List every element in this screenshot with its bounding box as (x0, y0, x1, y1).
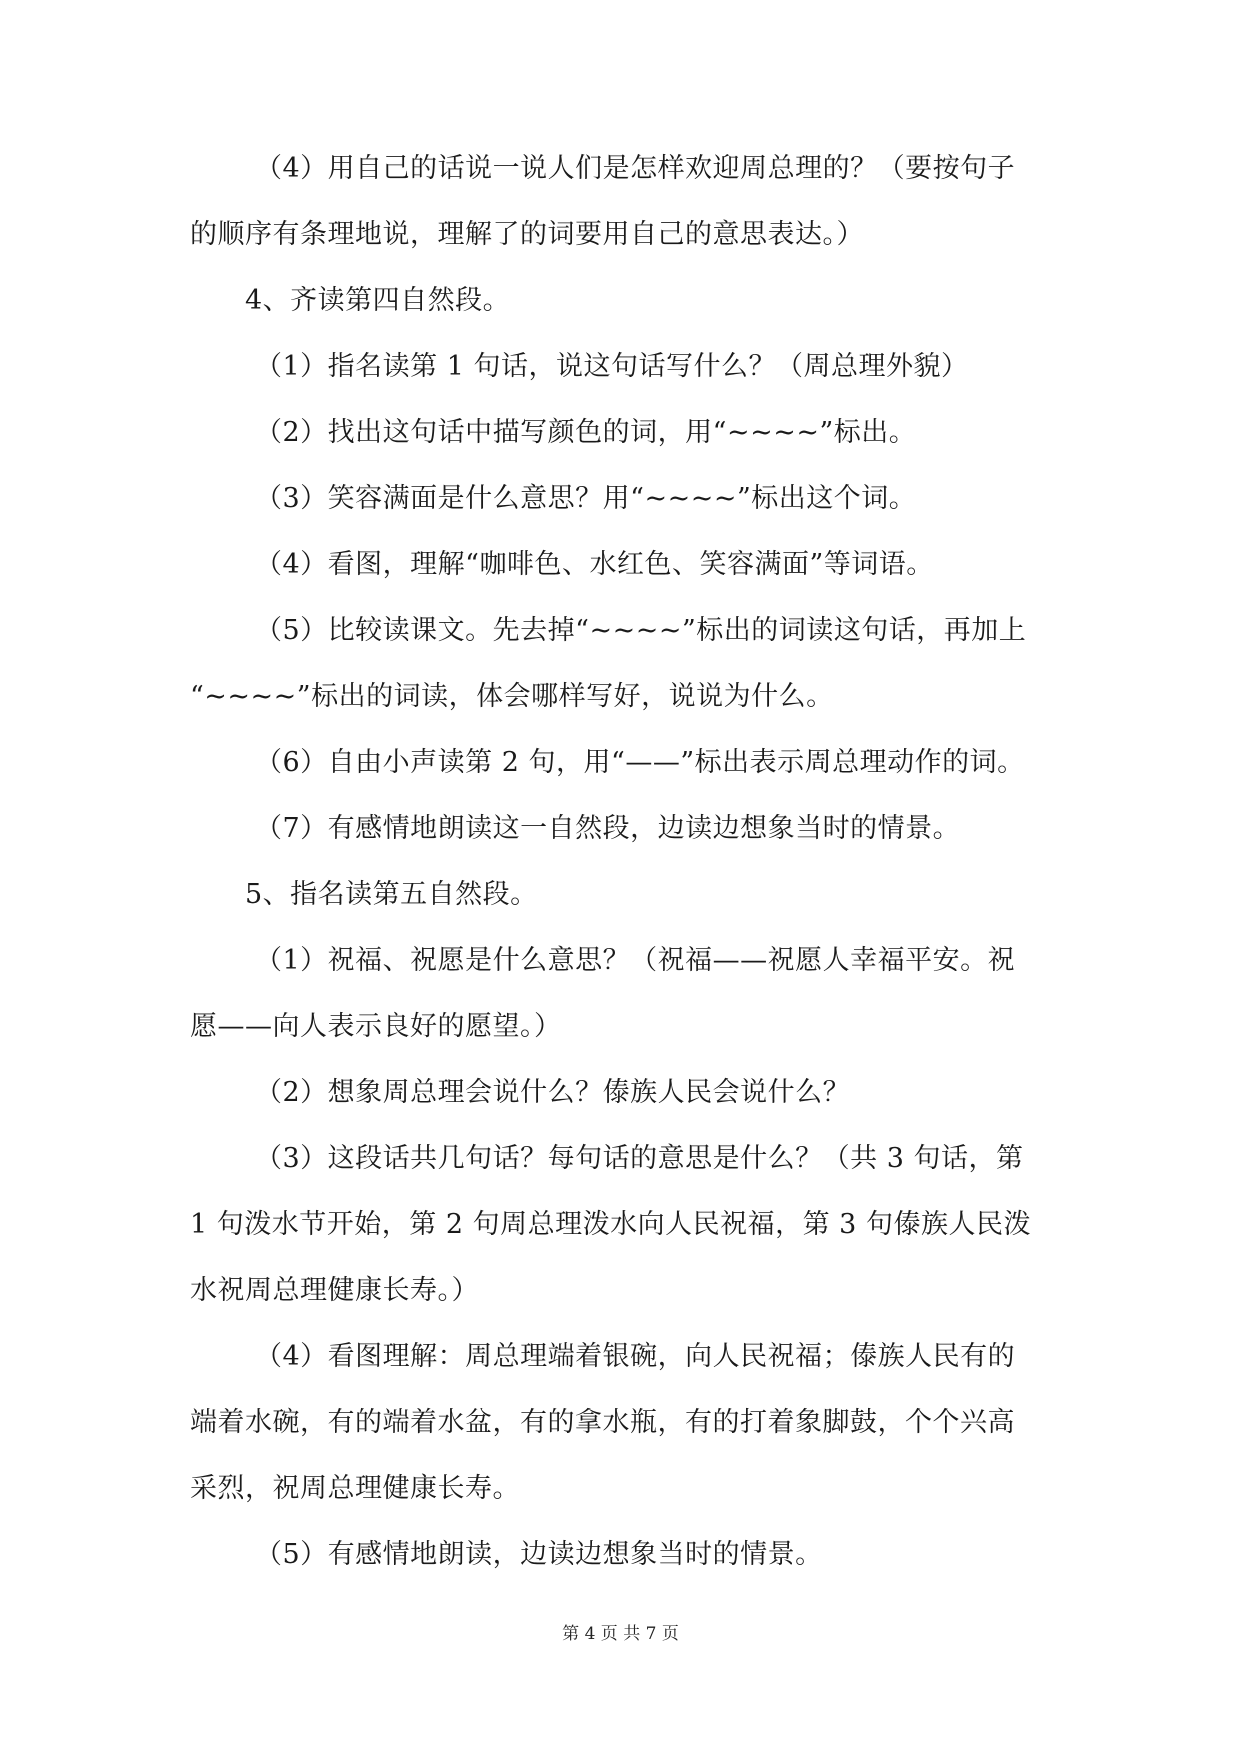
page-footer: 第 4 页 共 7 页 (562, 1624, 679, 1644)
text-line: 愿——向人表示良好的愿望。） (190, 1011, 562, 1042)
text-line: （1）指名读第 1 句话，说这句话写什么？（周总理外貌） (255, 351, 969, 382)
text-line: （4）看图理解：周总理端着银碗，向人民祝福；傣族人民有的 (255, 1341, 1016, 1372)
text-line: （2）找出这句话中描写颜色的词，用“~~~~”标出。 (255, 417, 917, 448)
text-line: （5）比较读课文。先去掉“~~~~”标出的词读这句话，再加上 (255, 615, 1027, 646)
text-line: （1）祝福、祝愿是什么意思？（祝福——祝愿人幸福平安。祝 (255, 945, 1016, 976)
text-line: 5、指名读第五自然段。 (245, 879, 538, 910)
text-line: （3）笑容满面是什么意思？用“~~~~”标出这个词。 (255, 483, 917, 514)
text-line: （3）这段话共几句话？每句话的意思是什么？（共 3 句话，第 (255, 1143, 1024, 1174)
text-line: （5）有感情地朗读，边读边想象当时的情景。 (255, 1539, 823, 1570)
text-line: （4）看图，理解“咖啡色、水红色、笑容满面”等词语。 (255, 549, 934, 580)
text-line: 端着水碗，有的端着水盆，有的拿水瓶，有的打着象脚鼓，个个兴高 (190, 1407, 1015, 1438)
text-line: （2）想象周总理会说什么？傣族人民会说什么？ (255, 1077, 851, 1108)
text-line: （4）用自己的话说一说人们是怎样欢迎周总理的？（要按句子 (255, 153, 1016, 184)
text-line: 的顺序有条理地说，理解了的词要用自己的意思表达。） (190, 219, 864, 250)
text-line: “~~~~”标出的词读，体会哪样写好，说说为什么。 (190, 681, 834, 712)
text-line: 1 句泼水节开始，第 2 句周总理泼水向人民祝福，第 3 句傣族人民泼 (190, 1209, 1031, 1240)
text-line: 采烈，祝周总理健康长寿。 (190, 1473, 520, 1504)
text-line: （7）有感情地朗读这一自然段，边读边想象当时的情景。 (255, 813, 961, 844)
text-line: 4、齐读第四自然段。 (245, 285, 511, 316)
text-line: 水祝周总理健康长寿。） (190, 1275, 479, 1306)
text-line: （6）自由小声读第 2 句，用“——”标出表示周总理动作的词。 (255, 747, 1025, 778)
